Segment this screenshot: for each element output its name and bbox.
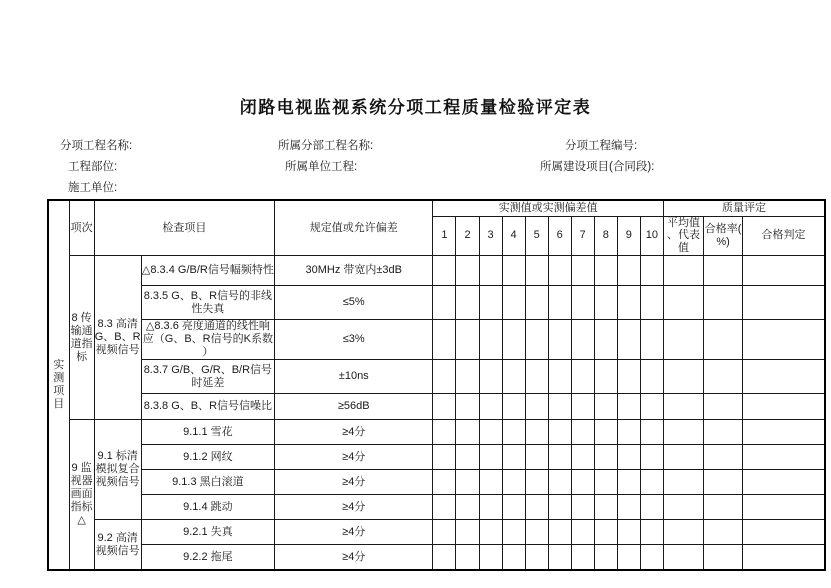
measured-value-cell	[479, 420, 502, 445]
quality-evaluation-cell	[743, 545, 825, 570]
table-row	[48, 445, 825, 470]
quality-evaluation-cell	[704, 545, 743, 570]
measured-value-cell	[433, 445, 456, 470]
spec-value-8-3-6: ≤3%	[275, 320, 433, 360]
check-item-8-3-7: 8.3.7 G/B、G/R、B/R信号时延差	[141, 360, 274, 394]
col-header-10: 10	[640, 216, 663, 256]
measured-value-cell	[571, 320, 594, 360]
measured-value-cell	[548, 286, 571, 320]
col-header-quality-evaluation: 质量评定	[663, 200, 825, 216]
measured-value-cell	[456, 286, 479, 320]
measured-value-cell	[433, 495, 456, 520]
check-item-8-3-5: 8.3.5 G、B、R信号的非线性失真	[141, 286, 274, 320]
spec-value-8-3-5: ≤5%	[275, 286, 433, 320]
quality-evaluation-cell	[743, 520, 825, 545]
measured-value-cell	[456, 320, 479, 360]
measured-value-cell	[525, 520, 548, 545]
check-item-9-1-2: 9.1.2 网纹	[141, 445, 274, 470]
measured-value-cell	[594, 394, 617, 420]
quality-evaluation-cell	[704, 320, 743, 360]
measured-value-cell	[433, 470, 456, 495]
measured-value-cell	[548, 360, 571, 394]
measured-value-cell	[548, 320, 571, 360]
measured-value-cell	[548, 520, 571, 545]
measured-value-cell	[617, 545, 640, 570]
col-header-pass-judgement: 合格判定	[743, 216, 825, 256]
measured-value-cell	[502, 520, 525, 545]
col-header-4: 4	[502, 216, 525, 256]
measured-value-cell	[525, 545, 548, 570]
check-item-8-3-4: △8.3.4 G/B/R信号幅频特性	[141, 256, 274, 286]
quality-evaluation-cell	[704, 420, 743, 445]
measured-value-cell	[594, 495, 617, 520]
col-header-5: 5	[525, 216, 548, 256]
measured-value-cell	[525, 256, 548, 286]
measured-value-cell	[594, 520, 617, 545]
quality-evaluation-cell	[663, 320, 703, 360]
measured-value-cell	[571, 420, 594, 445]
measured-value-cell	[640, 420, 663, 445]
measured-value-cell	[479, 360, 502, 394]
col-header-3: 3	[479, 216, 502, 256]
measured-value-cell	[502, 394, 525, 420]
quality-evaluation-cell	[704, 360, 743, 394]
measured-value-cell	[617, 360, 640, 394]
measured-value-cell	[548, 495, 571, 520]
measured-value-cell	[617, 256, 640, 286]
col-header-2: 2	[456, 216, 479, 256]
measured-value-cell	[502, 320, 525, 360]
measured-value-cell	[640, 520, 663, 545]
quality-evaluation-cell	[743, 394, 825, 420]
spec-value-9-1-4: ≥4分	[275, 495, 433, 520]
col-header-9: 9	[617, 216, 640, 256]
spec-value-9-1-2: ≥4分	[275, 445, 433, 470]
measured-value-cell	[456, 495, 479, 520]
measured-value-cell	[617, 286, 640, 320]
measured-value-cell	[594, 445, 617, 470]
field-label-sub-project-name: 分项工程名称:	[60, 140, 133, 152]
measured-value-cell	[617, 420, 640, 445]
measured-value-cell	[502, 256, 525, 286]
check-item-9-1-3: 9.1.3 黑白滚道	[141, 470, 274, 495]
measured-value-cell	[640, 320, 663, 360]
inspection-table	[47, 199, 826, 571]
measured-value-cell	[433, 545, 456, 570]
measured-value-cell	[502, 360, 525, 394]
quality-evaluation-cell	[743, 360, 825, 394]
measured-value-cell	[502, 470, 525, 495]
check-item-9-1-4: 9.1.4 跳动	[141, 495, 274, 520]
measured-value-cell	[502, 445, 525, 470]
col-header-8: 8	[594, 216, 617, 256]
measured-value-cell	[640, 394, 663, 420]
col-measured-items-label: 实测项目	[48, 200, 69, 570]
table-row	[48, 256, 825, 286]
col-header-check-item: 检查项目	[94, 200, 274, 256]
spec-value-9-2-1: ≥4分	[275, 520, 433, 545]
col-header-1: 1	[433, 216, 456, 256]
measured-value-cell	[433, 360, 456, 394]
quality-evaluation-cell	[663, 394, 703, 420]
measured-value-cell	[548, 445, 571, 470]
measured-value-cell	[571, 360, 594, 394]
measured-value-cell	[571, 286, 594, 320]
quality-evaluation-cell	[743, 256, 825, 286]
measured-value-cell	[525, 394, 548, 420]
measured-value-cell	[525, 360, 548, 394]
group-9-1-sd-analog-composite: 9.1 标清模拟复合视频信号	[94, 420, 141, 520]
quality-evaluation-cell	[663, 520, 703, 545]
quality-evaluation-cell	[743, 470, 825, 495]
measured-value-cell	[433, 520, 456, 545]
measured-value-cell	[525, 320, 548, 360]
measured-value-cell	[640, 470, 663, 495]
measured-value-cell	[617, 320, 640, 360]
measured-value-cell	[479, 445, 502, 470]
measured-value-cell	[548, 545, 571, 570]
check-item-8-3-8: 8.3.8 G、B、R信号信噪比	[141, 394, 274, 420]
field-label-division-project-name: 所属分部工程名称:	[278, 140, 374, 152]
measured-value-cell	[640, 286, 663, 320]
measured-value-cell	[617, 520, 640, 545]
col-header-6: 6	[548, 216, 571, 256]
measured-value-cell	[456, 256, 479, 286]
measured-value-cell	[571, 445, 594, 470]
measured-value-cell	[502, 286, 525, 320]
spec-value-8-3-4: 30MHz 带宽内±3dB	[275, 256, 433, 286]
measured-value-cell	[433, 320, 456, 360]
measured-value-cell	[433, 420, 456, 445]
col-header-item-no: 项次	[69, 200, 94, 256]
measured-value-cell	[433, 256, 456, 286]
measured-value-cell	[479, 470, 502, 495]
group-9-monitor-screen: 9 监视器画面指标△	[69, 420, 94, 570]
measured-value-cell	[479, 520, 502, 545]
field-label-construction-unit: 施工单位:	[68, 182, 118, 194]
col-header-measured-values: 实测值或实测偏差值	[433, 200, 663, 216]
quality-evaluation-cell	[743, 286, 825, 320]
measured-value-cell	[571, 520, 594, 545]
measured-value-cell	[479, 286, 502, 320]
measured-value-cell	[640, 445, 663, 470]
measured-value-cell	[617, 495, 640, 520]
table-row	[48, 360, 825, 394]
measured-value-cell	[456, 520, 479, 545]
measured-value-cell	[456, 545, 479, 570]
quality-evaluation-cell	[663, 445, 703, 470]
check-item-9-1-1: 9.1.1 雪花	[141, 420, 274, 445]
measured-value-cell	[640, 545, 663, 570]
measured-value-cell	[594, 545, 617, 570]
measured-value-cell	[571, 495, 594, 520]
measured-value-cell	[479, 256, 502, 286]
measured-value-cell	[433, 286, 456, 320]
measured-value-cell	[594, 256, 617, 286]
measured-value-cell	[525, 420, 548, 445]
table-row	[48, 394, 825, 420]
spec-value-9-1-1: ≥4分	[275, 420, 433, 445]
field-label-project-part: 工程部位:	[68, 161, 118, 173]
measured-value-cell	[594, 286, 617, 320]
quality-evaluation-cell	[663, 470, 703, 495]
measured-value-cell	[548, 470, 571, 495]
measured-value-cell	[479, 394, 502, 420]
table-row	[48, 495, 825, 520]
quality-evaluation-cell	[704, 286, 743, 320]
measured-value-cell	[525, 445, 548, 470]
measured-value-cell	[571, 545, 594, 570]
measured-value-cell	[525, 286, 548, 320]
measured-value-cell	[502, 420, 525, 445]
quality-evaluation-cell	[663, 420, 703, 445]
measured-value-cell	[456, 470, 479, 495]
quality-evaluation-cell	[743, 420, 825, 445]
table-row	[48, 286, 825, 320]
measured-value-cell	[571, 470, 594, 495]
measured-value-cell	[548, 256, 571, 286]
measured-value-cell	[640, 360, 663, 394]
spec-value-9-1-3: ≥4分	[275, 470, 433, 495]
measured-value-cell	[594, 420, 617, 445]
measured-value-cell	[525, 495, 548, 520]
quality-evaluation-cell	[704, 470, 743, 495]
measured-value-cell	[479, 495, 502, 520]
quality-evaluation-cell	[704, 445, 743, 470]
quality-evaluation-cell	[704, 520, 743, 545]
check-item-8-3-6: △8.3.6 亮度通道的线性响应（G、B、R信号的K系数）	[142, 320, 273, 359]
measured-value-cell	[594, 470, 617, 495]
spec-value-8-3-8: ≥56dB	[275, 394, 433, 420]
quality-evaluation-cell	[663, 286, 703, 320]
page-title: 闭路电视监视系统分项工程质量检验评定表	[239, 98, 592, 117]
field-label-sub-project-no: 分项工程编号:	[565, 140, 638, 152]
measured-value-cell	[594, 320, 617, 360]
table-row	[48, 320, 825, 360]
table-row	[48, 545, 825, 570]
measured-value-cell	[571, 256, 594, 286]
measured-value-cell	[640, 495, 663, 520]
measured-value-cell	[479, 320, 502, 360]
spec-value-8-3-7: ±10ns	[275, 360, 433, 394]
check-item-9-2-1: 9.2.1 失真	[141, 520, 274, 545]
check-item-9-2-2: 9.2.2 拖尾	[141, 545, 274, 570]
quality-evaluation-cell	[743, 445, 825, 470]
measured-value-cell	[617, 470, 640, 495]
quality-evaluation-cell	[663, 495, 703, 520]
measured-value-cell	[456, 360, 479, 394]
col-header-7: 7	[571, 216, 594, 256]
col-header-spec: 规定值或允许偏差	[275, 200, 433, 256]
quality-evaluation-cell	[704, 256, 743, 286]
table-row	[48, 420, 825, 445]
group-8-3-hd-gbr-video: 8.3 高清G、B、R视频信号	[94, 256, 141, 420]
group-9-2-hd-video: 9.2 高清视频信号	[94, 520, 141, 570]
measured-value-cell	[502, 495, 525, 520]
table-row	[48, 470, 825, 495]
measured-value-cell	[479, 545, 502, 570]
measured-value-cell	[456, 394, 479, 420]
quality-evaluation-cell	[704, 495, 743, 520]
quality-evaluation-cell	[743, 495, 825, 520]
measured-value-cell	[548, 394, 571, 420]
measured-value-cell	[594, 360, 617, 394]
group-8-transmission-channel: 8 传输通道指标	[69, 256, 94, 420]
measured-value-cell	[433, 394, 456, 420]
measured-value-cell	[456, 445, 479, 470]
measured-value-cell	[571, 394, 594, 420]
col-header-average-value: 平均值、代表值	[663, 216, 703, 256]
header-row-1	[48, 200, 825, 216]
quality-evaluation-cell	[663, 545, 703, 570]
measured-value-cell	[617, 394, 640, 420]
quality-evaluation-cell	[743, 320, 825, 360]
measured-value-cell	[502, 545, 525, 570]
table-row	[48, 520, 825, 545]
field-label-unit-project: 所属单位工程:	[285, 161, 358, 173]
quality-evaluation-cell	[663, 256, 703, 286]
measured-value-cell	[456, 420, 479, 445]
spec-value-9-2-2: ≥4分	[275, 545, 433, 570]
col-header-pass-rate: 合格率(%)	[704, 216, 743, 256]
measured-value-cell	[617, 445, 640, 470]
field-label-construction-project: 所属建设项目(合同段):	[540, 161, 655, 173]
measured-value-cell	[525, 470, 548, 495]
measured-value-cell	[548, 420, 571, 445]
quality-evaluation-cell	[663, 360, 703, 394]
quality-evaluation-cell	[704, 394, 743, 420]
measured-value-cell	[640, 256, 663, 286]
